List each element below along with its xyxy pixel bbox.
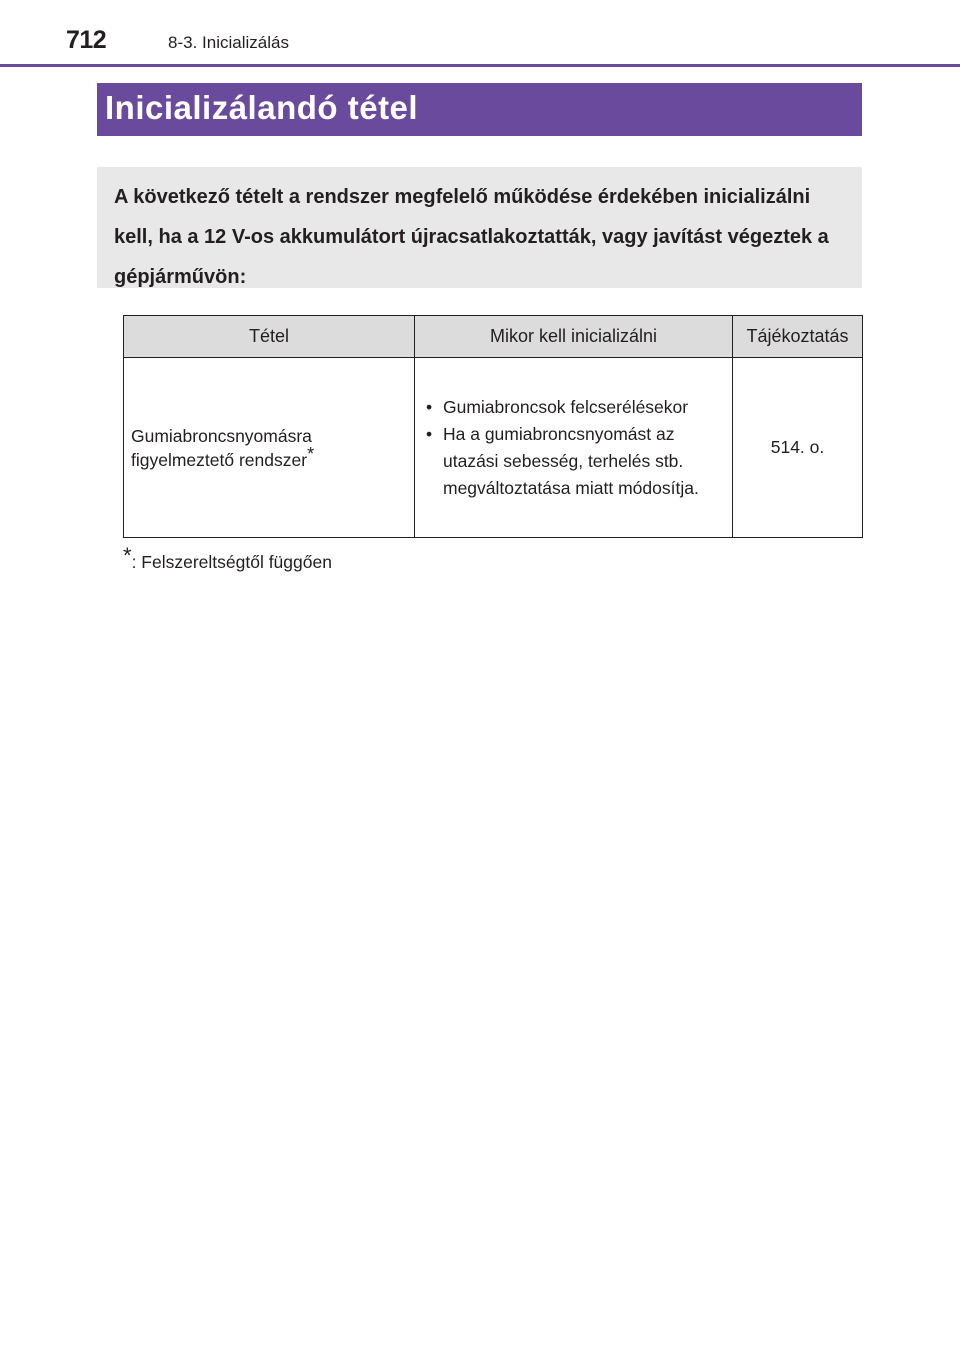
bullet-icon: • [426, 396, 433, 417]
table-header-row [124, 316, 863, 358]
when-text: Gumiabroncsok felcserélésekor [443, 396, 689, 417]
section-title: Inicializálandó tétel [105, 89, 419, 126]
intro-box [97, 167, 862, 288]
column-header-reference: Tájékoztatás [733, 316, 863, 358]
page-header [0, 0, 960, 68]
cell-item [124, 358, 415, 538]
chapter-title: 8-3. Inicializálás [168, 33, 289, 52]
item-name: Gumiabroncsnyomásra figyelmeztető rendszer [131, 425, 312, 470]
bullet-icon: • [426, 423, 433, 444]
column-header-when: Mikor kell inicializálni [415, 316, 733, 358]
list-item [423, 421, 724, 502]
cell-reference: 514. o. [733, 358, 863, 538]
list-item [423, 394, 724, 421]
initialization-table [123, 315, 863, 538]
table-row [124, 358, 863, 538]
footnote-mark: * [123, 543, 132, 568]
when-text: Ha a gumiabroncsnyomást az utazási sebesség, terhelés stb. megváltoztatása miatt módosítja. [443, 423, 699, 498]
footnote-text: : Felszereltségtől függően [131, 552, 332, 572]
section-title-bar [97, 83, 862, 136]
intro-text: A következő tételt a rendszer megfelelő működése érdekében inicializálni kell, ha a 12 V-os akkumulátort újracsatlakoztatták, vagy javítást végeztek a gépjárművön: [114, 186, 829, 288]
cell-when [415, 358, 733, 538]
when-list [423, 394, 724, 502]
item-footnote-mark: * [307, 443, 315, 464]
footnote [123, 543, 332, 574]
page-number: 712 [66, 26, 107, 54]
header-divider [0, 64, 960, 67]
column-header-item: Tétel [124, 316, 415, 358]
